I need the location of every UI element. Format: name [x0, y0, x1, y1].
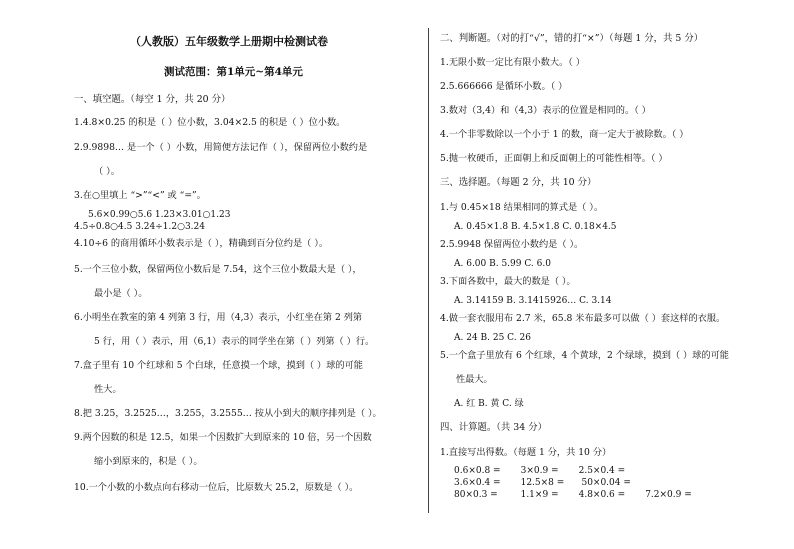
section-choice-heading: 三、选择题。（每题 2 分，共 10 分） [440, 177, 597, 188]
question-7: 7.盒子里有 10 个红球和 5 个白球，任意摸一个球，摸到（ ）球的可能 [74, 360, 363, 371]
choice-5: 5.一个盒子里放有 6 个红球，4 个黄球，2 个绿球，摸到（ ）球的可能 [440, 350, 729, 361]
question-6: 6.小明坐在教室的第 4 列第 3 行，用（4,3）表示，小红坐在第 2 列第 [74, 312, 363, 323]
choice-3-options: A. 3.14159 B. 3.1415926… C. 3.14 [454, 296, 612, 306]
question-5: 5.一个三位小数，保留两位小数后是 7.54，这个三位小数最大是（ ）， [74, 264, 362, 275]
choice-3: 3.下面各数中，最大的数是（ ）。 [440, 276, 576, 287]
calc-subheading: 1.直接写出得数。（每题 1 分，共 10 分） [440, 447, 612, 458]
question-5-cont: 最小是（ ）。 [94, 288, 148, 299]
section-calc-heading: 四、计算题。（共 34 分） [440, 422, 547, 433]
calc-row-2: 3.6×0.4 = 12.5×8 = 50×0.04 = [454, 478, 631, 488]
choice-4: 4.做一套衣服用布 2.7 米，65.8 米布最多可以做（ ）套这样的衣服。 [440, 313, 726, 324]
question-3-row-2: 4.5÷0.8○4.5 3.24÷1.2○3.24 [74, 222, 205, 232]
page-subtitle: 测试范围：第1单元~第4单元 [164, 66, 303, 78]
choice-5-cont: 性最大。 [456, 374, 493, 385]
page-title: （人教版）五年级数学上册期中检测试卷 [130, 35, 328, 48]
judge-3: 3.数对（3,4）和（4,3）表示的位置是相同的。（ ） [440, 105, 651, 116]
choice-1: 1.与 0.45×18 结果相同的算式是（ ）。 [440, 202, 604, 213]
section-fill-blank-heading: 一、填空题。（每空 1 分，共 20 分） [74, 94, 231, 105]
choice-5-options: A. 红 B. 黄 C. 绿 [454, 399, 524, 409]
judge-1: 1.无限小数一定比有限小数大。（ ） [440, 57, 585, 68]
question-2: 2.9.9898… 是一个（ ）小数，用简便方法记作（ ），保留两位小数约是 [74, 142, 368, 153]
calc-row-3: 80×0.3 = 1.1×9 = 4.8×0.6 = 7.2×0.9 = [454, 490, 692, 500]
question-9-cont: 缩小到原来的，积是（ ）。 [94, 456, 203, 467]
question-7-cont: 性大。 [94, 384, 122, 395]
judge-5: 5.抛一枚硬币，正面朝上和反面朝上的可能性相等。（ ） [440, 153, 668, 164]
question-8: 8.把 3.25，3.2525…，3.255，3.2555… 按从小到大的顺序排列是（ ）。 [74, 408, 382, 419]
calc-row-1: 0.6×0.8 = 3×0.9 = 2.5×0.4 = [454, 466, 626, 476]
question-1: 1.4.8×0.25 的积是（ ）位小数，3.04×2.5 的积是（ ）位小数。 [74, 117, 346, 128]
question-4: 4.10÷6 的商用循环小数表示是（ ），精确到百分位约是（ ）。 [74, 238, 329, 249]
question-3: 3.在○里填上 “>”“<” 或 “=”。 [74, 190, 206, 201]
judge-2: 2.5.666666 是循环小数。（ ） [440, 81, 568, 92]
column-divider [428, 28, 429, 513]
question-3-row-1: 5.6×0.99○5.6 1.23×3.01○1.23 [88, 210, 231, 220]
choice-2-options: A. 6.00 B. 5.99 C. 6.0 [454, 259, 551, 269]
question-6-cont: 5 行，用（ ）表示，用（6,1）表示的同学坐在第（ ）列第（ ）行。 [94, 336, 375, 347]
question-2-cont: （ ）。 [94, 166, 120, 177]
question-10: 10.一个小数的小数点向右移动一位后，比原数大 25.2，原数是（ ）。 [74, 482, 359, 493]
choice-4-options: A. 24 B. 25 C. 26 [454, 333, 531, 343]
question-9: 9.两个因数的积是 12.5，如果一个因数扩大到原来的 10 倍，另一个因数 [74, 432, 372, 443]
choice-2: 2.5.9948 保留两位小数约是（ ）。 [440, 239, 584, 250]
judge-4: 4.一个非零数除以一个小于 1 的数，商一定大于被除数。（ ） [440, 129, 689, 140]
section-judge-heading: 二、判断题。（对的打“√”，错的打“×”）（每题 1 分，共 5 分） [440, 33, 704, 44]
choice-1-options: A. 0.45×1.8 B. 4.5×1.8 C. 0.18×4.5 [454, 222, 617, 232]
